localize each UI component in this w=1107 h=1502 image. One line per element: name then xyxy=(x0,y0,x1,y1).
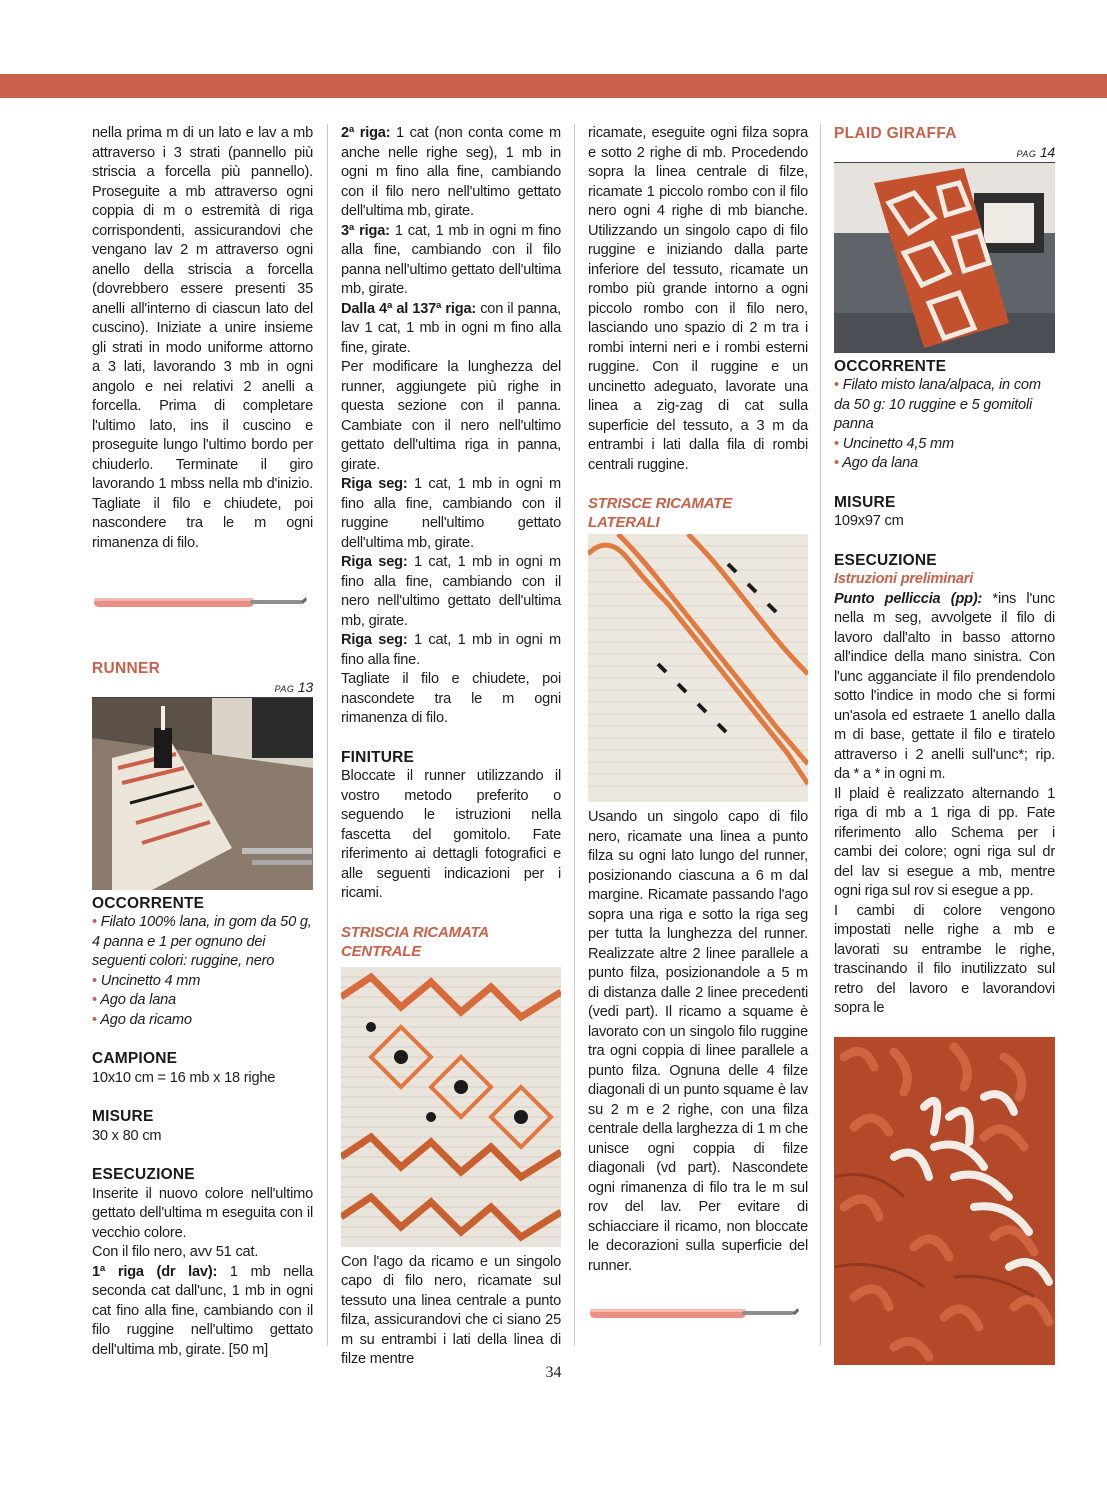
runner-photo xyxy=(92,698,313,890)
column-divider xyxy=(327,124,328,1346)
paragraph: I cambi di colore vengono impostati nelle righe a mb e lavorati su entrambe le righe, trascinando il filo inutilizzato sul retro del lavoro e lavorandovi sopra le xyxy=(834,902,1055,1016)
misure-title: MISURE xyxy=(92,1108,154,1125)
strisce-title: LATERALI xyxy=(588,514,660,531)
list-item: • Uncinetto 4,5 mm xyxy=(834,435,954,452)
column-2 xyxy=(341,124,561,1370)
row-instruction: Riga seg: 1 cat, 1 mb in ogni m fino alla fine. xyxy=(341,632,561,668)
list-item: • Ago da lana xyxy=(834,455,918,471)
crochet-hook-image xyxy=(92,585,313,619)
column-1 xyxy=(92,124,313,1360)
materials-list xyxy=(92,913,313,1030)
column-4 xyxy=(834,124,1055,1365)
campione-text: 10x10 cm = 16 mb x 18 righe xyxy=(92,1069,276,1086)
column-divider xyxy=(574,124,575,1346)
misure-text: 109x97 cm xyxy=(834,513,904,529)
striscia-text: Con l'ago da ricamo e un singolo capo di filo nero, ricamate sul tessuto una linea centrale a punto filza, assicurandovi che ci siano 25 m su entrambi i lati della linea di filze mentre xyxy=(341,1253,561,1367)
row-instruction: Riga seg: 1 cat, 1 mb in ogni m fino alla fine, cambiando con il ruggine nell'ultimo gettato dell'ultima mb, girate. xyxy=(341,476,561,551)
paragraph: Per modificare la lunghezza del runner, aggiungete più righe in questa sezione con il panna. Cambiate con il nero nell'ultimo gettato dell'ultima riga in panna, girate. xyxy=(341,359,561,473)
column-divider xyxy=(820,124,821,1346)
crochet-hook-image xyxy=(588,1298,808,1328)
column-3 xyxy=(588,124,808,1328)
esecuzione-title: ESECUZIONE xyxy=(834,551,937,569)
esecuzione-paragraph: Con il filo nero, avv 51 cat. xyxy=(92,1244,259,1260)
finiture-title: FINITURE xyxy=(341,748,415,766)
row-instruction: 3ª riga: 1 cat, 1 mb in ogni m fino alla fine, cambiando con il filo panna nell'ultimo gettato dell'ultima mb, girate. xyxy=(341,222,561,297)
occorrente-title: OCCORRENTE xyxy=(92,894,205,912)
paragraph: Il plaid è realizzato alternando 1 riga di mb a 1 riga di pp. Fate riferimento allo Schema per i cambi dei colore; ogni riga sul dr del lav si esegue a mb, mentre ogni riga sul rov si esegue a pp. xyxy=(834,785,1055,899)
istruzioni-title: Istruzioni preliminari xyxy=(834,571,974,587)
page-ref-number: 14 xyxy=(1039,143,1055,160)
occorrente-title: OCCORRENTE xyxy=(834,357,947,375)
side-stripes-photo xyxy=(588,534,808,802)
runner-page-ref xyxy=(92,679,313,697)
esecuzione-title: ESECUZIONE xyxy=(92,1166,195,1183)
finiture-text: Bloccate il runner utilizzando il vostro metodo preferito o seguendo le istruzioni nella fascetta del gomitolo. Fate riferimento ai dettagli fotografici e alle seguenti indicazioni per i ricami. xyxy=(341,768,561,901)
page-ref-label: PAG xyxy=(274,683,295,694)
paragraph: Tagliate il filo e chiudete, poi nascondete tra le m ogni rimanenza di filo. xyxy=(341,671,561,726)
list-item: • Filato 100% lana, in gom da 50 g, 4 panna e 1 per ognuno dei seguenti colori: ruggine, nero xyxy=(92,914,312,969)
campione-title: CAMPIONE xyxy=(92,1050,178,1067)
page-ref-number: 13 xyxy=(297,678,313,695)
page-ref-label: PAG xyxy=(1016,148,1037,159)
plaid-title: PLAID GIRAFFA xyxy=(834,125,957,142)
materials-list xyxy=(834,376,1055,474)
row-instruction: Dalla 4ª al 137ª riga: con il panna, lav 1 cat, 1 mb in ogni m fino alla fine, girate. xyxy=(341,300,561,356)
central-stripe-photo xyxy=(341,967,561,1247)
runner-title: RUNNER xyxy=(92,660,161,677)
list-item: • Ago da lana xyxy=(92,992,176,1008)
page-number: 34 xyxy=(545,1364,562,1381)
list-item: • Ago da ricamo xyxy=(92,1011,192,1028)
plaid-photo xyxy=(834,163,1055,353)
list-item: • Filato misto lana/alpaca, in com da 50 g: 10 ruggine e 5 gomitoli panna xyxy=(834,377,1041,432)
top-accent-bar xyxy=(0,74,1107,98)
misure-title: MISURE xyxy=(834,493,896,511)
fur-stitch-closeup-photo xyxy=(834,1037,1055,1365)
intro-paragraph: nella prima m di un lato e lav a mb attraverso i 3 strati (pannello più striscia a forcella più pannello). Proseguite a mb attraverso ogni coppia di m o estremità di riga corrispondenti, assicurandovi che vengano lav 2 m attraverso ogni anello della striscia a forcella (dovrebbero essere presenti 35 anelli all'interno di ciascun lato del cuscino). Iniziate a unire insieme gli strati in modo uniforme attorno a 3 lati, lavorando 3 mb in ogni angolo e nei relativi 2 anelli a forcella. Prima di completare l'ultimo lato, ins il cuscino e proseguite lungo l'ultimo bordo per chiuderlo. Terminate il giro lavorando 1 mbss nella mb d'inizio. Tagliate il filo e chiudete, poi nascondere tra le m ogni rimanenza di filo. xyxy=(92,125,313,551)
list-item: • Uncinetto 4 mm xyxy=(92,972,201,989)
plaid-page-ref xyxy=(834,144,1055,162)
esecuzione-paragraph: Inserite il nuovo colore nell'ultimo gettato dell'ultima m eseguita con il vecchio colore. xyxy=(92,1185,313,1241)
row-instruction: 1ª riga (dr lav): 1 mb nella seconda cat dall'unc, 1 mb in ogni cat fino alla fine, cambiando con il filo ruggine nell'ultimo gettato dell'ultima mb, girate. [50 m] xyxy=(92,1263,313,1358)
striscia-title: STRISCIA RICAMATA xyxy=(341,923,489,941)
paragraph: Usando un singolo capo di filo nero, ricamate una linea a punto filza su ogni lato lungo del runner, posizionando ciascuna a 6 m dal margine. Ricamate passando l'ago sopra una riga e sotto la riga seg per tutta la lunghezza del runner. Realizzate altre 2 linee parallele a punto filza, posizionandole a 5 m di distanza dalle 2 linee precedenti (vedi part). Il ricamo a squame è lavorato con un singolo filo ruggine tra ogni coppia di linee parallele a punto filza. Ognuna delle 4 filze diagonali di un punto squame è lav su 2 m e 2 righe, con una filza centrale della larghezza di 1 m che unisce ogni coppia di filze diagonali (vd part). Nascondete ogni rimanenza di filo tra le m sul rov del lav. Per evitare di schiacciare il ricamo, non bloccate le decorazioni sulla superficie del runner. xyxy=(588,809,808,1274)
misure-text: 30 x 80 cm xyxy=(92,1127,162,1144)
row-instruction: Riga seg: 1 cat, 1 mb in ogni m fino alla fine, cambiando con il nero nell'ultimo gettato dell'ultima mb, girate. xyxy=(341,554,561,629)
striscia-title: CENTRALE xyxy=(341,942,422,960)
stitch-definition: Punto pelliccia (pp): *ins l'unc nella m seg, avvolgete il filo di lavoro dall'alto in basso attorno all'indice della mano sinistra. Con l'unc agganciate il filo prendendolo sotto l'indice in modo che si formi un'asola ed estraete 1 anello dalla m di base, gettate il filo e tiratelo attraverso i 2 anelli sull'unc*; rip. da * a * in ogni m. xyxy=(834,590,1055,782)
row-instruction: 2ª riga: 1 cat (non conta come m anche nelle righe seg), 1 mb in ogni m fino alla fine, cambiando con il filo nero nell'ultimo gettato dell'ultima mb, girate. xyxy=(341,125,561,219)
strisce-title: STRISCE RICAMATE xyxy=(588,495,733,512)
paragraph: ricamate, eseguite ogni filza sopra e sotto 2 righe di mb. Procedendo sopra la linea centrale di filze, ricamate 1 piccolo rombo con il filo nero ogni 4 righe di mb bianche. Utilizzando un singolo capo di filo ruggine e iniziando dalla parte inferiore del tessuto, ricamate un rombo più grande intorno a ogni piccolo rombo con il filo nero, lasciando uno spazio di 2 m tra i rombi interni neri e i rombi esterni ruggine. Con il ruggine e un uncinetto adeguato, lavorate una linea a zig-zag di cat sulla superficie del tessuto, a 3 m da entrambi i lati dalla fila di rombi centrali ruggine. xyxy=(588,125,808,473)
